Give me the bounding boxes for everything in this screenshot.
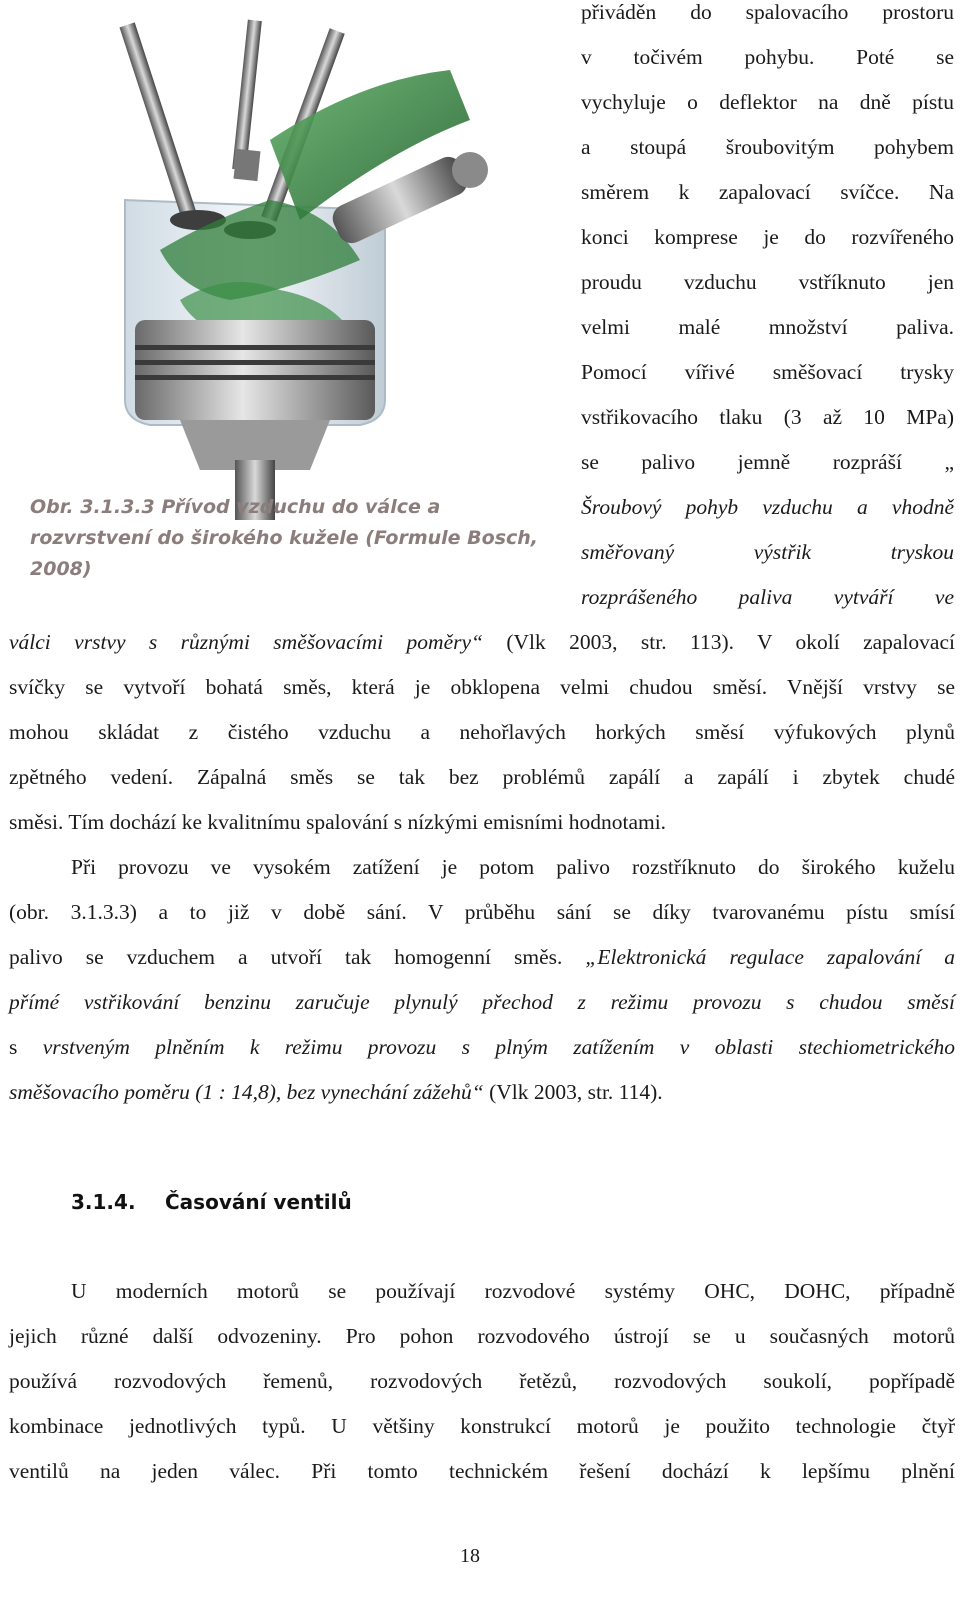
text-line: vstřikovacího tlaku (3 až 10 MPa) [581, 405, 954, 429]
text-line [581, 587, 954, 609]
text-line: ventilů na jeden válec. Při tomto technickém řešení dochází k lepšímu plnění [9, 1459, 955, 1483]
citation-text: (Vlk 2003, str. 113). V okolí zapalovací [482, 630, 955, 654]
quote-text: Šroubový pohyb vzduchu a vhodně [581, 495, 954, 519]
text-line: a stoupá šroubovitým pohybem [581, 135, 954, 159]
text-line: mohou skládat z čistého vzduchu a nehořlavých horkých směsí výfukových plynů [9, 720, 955, 744]
text-line: kombinace jednotlivých typů. U většiny konstrukcí motorů je použito technologie čtyř [9, 1414, 955, 1438]
body-text: s [9, 1035, 43, 1059]
text-line [9, 947, 955, 969]
text-line: konci komprese je do rozvířeného [581, 225, 954, 249]
text-line [581, 542, 954, 564]
valve-left [119, 22, 226, 230]
quote-text: směřovaný výstřik tryskou [581, 540, 954, 564]
section-number: 3.1.4. [71, 1190, 136, 1214]
quote-text: vrstveným plněním k režimu provozu s plným zatížením v oblasti stechiometrického [42, 1035, 955, 1059]
figure-caption: Obr. 3.1.3.3 Přívod vzduchu do válce a rozvrstvení do širokého kužele (Formule Bosch, 2008) [30, 496, 539, 580]
text-line: svíčky se vytvoří bohatá směs, která je obklopena velmi chudou směsí. Vnější vrstvy se [9, 675, 955, 699]
text-line: velmi malé množství paliva. [581, 315, 954, 339]
text-line: zpětného vedení. Zápalná směs se tak bez problémů zapálí a zapálí i zbytek chudé [9, 765, 955, 789]
text-line: se palivo jemně rozpráší „ [581, 450, 954, 474]
piston [135, 320, 375, 520]
text-line: U moderních motorů se používají rozvodové systémy OHC, DOHC, případně [71, 1279, 955, 1303]
text-line: Pomocí vířivé směšovací trysky [581, 360, 954, 384]
text-line [9, 1082, 955, 1104]
quote-text: „Elektronická regulace zapalování a [585, 945, 956, 969]
text-line: proudu vzduchu vstříknuto jen [581, 270, 954, 294]
body-text: palivo se vzduchem a utvoří tak homogenní směs. [9, 945, 586, 969]
text-line: (obr. 3.1.3.3) a to již v době sání. V průběhu sání se díky tvarovanému pístu smísí [9, 900, 955, 924]
quote-text: přímé vstřikování benzinu zaručuje plynulý přechod z režimu provozu s chudou směsí [9, 990, 955, 1014]
text-line: jejich různé další odvozeniny. Pro pohon rozvodového ústrojí se u současných motorů [9, 1324, 955, 1348]
text-line: Při provozu ve vysokém zatížení je potom palivo rozstříknuto do širokého kuželu [71, 855, 955, 879]
quote-text: rozprášeného paliva vytváří ve [581, 585, 954, 609]
section-heading [71, 1190, 352, 1214]
text-line: směsi. Tím dochází ke kvalitnímu spalování s nízkými emisními hodnotami. [9, 810, 667, 834]
text-line [9, 1037, 955, 1059]
page-number: 18 [460, 1545, 480, 1567]
spark-plug [232, 20, 262, 181]
text-line: vychyluje o deflektor na dně pístu [581, 90, 954, 114]
text-line: směrem k zapalovací svíčce. Na [581, 180, 954, 204]
text-line: používá rozvodových řemenů, rozvodových řetězů, rozvodových soukolí, popřípadě [9, 1369, 955, 1393]
text-line [9, 992, 955, 1014]
text-line: v točivém pohybu. Poté se [581, 45, 954, 69]
citation-text: (Vlk 2003, str. 114). [483, 1080, 663, 1104]
text-line [581, 497, 954, 519]
quote-text: směšovacího poměru (1 : 14,8), bez vynechání zážehů“ [9, 1080, 484, 1104]
text-line: přiváděn do spalovacího prostoru [581, 0, 954, 24]
text-line [9, 632, 955, 654]
section-title: Časování ventilů [165, 1190, 352, 1214]
quote-text: válci vrstvy s různými směšovacími poměry“ [9, 630, 483, 654]
